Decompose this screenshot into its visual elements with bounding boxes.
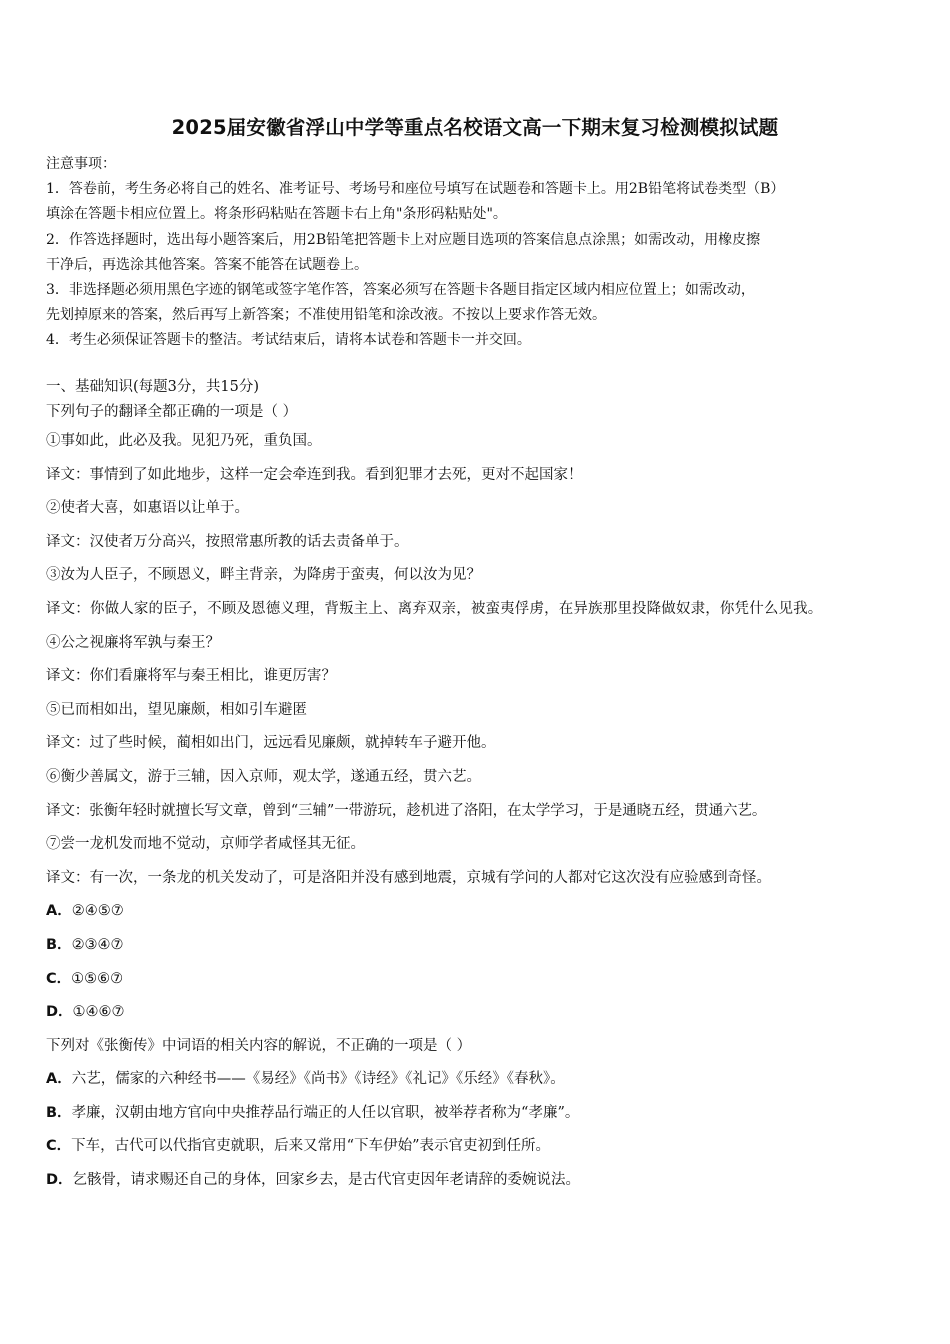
option-letter: D． <box>46 1172 73 1189</box>
option-text: 下车，古代可以代指官吏就职，后来又常用“下车伊始”表示官吏初到任所。 <box>71 1138 550 1155</box>
q2-option-d[interactable] <box>46 1164 906 1198</box>
sentence-1: ①事如此，此必及我。见犯乃死，重负国。 <box>46 433 322 449</box>
notice-line: 2．作答选择题时，选出每小题答案后，用2B铅笔把答题卡上对应题目选项的答案信息点涂黑；如需改动，用橡皮擦 <box>46 231 761 248</box>
question-1-stem: 下列句子的翻译全都正确的一项是（ ） <box>46 404 298 420</box>
notice-line: 干净后，再选涂其他答案。答案不能答在试题卷上。 <box>46 256 368 273</box>
q1-option-c[interactable] <box>46 963 906 997</box>
option-text: ②④⑤⑦ <box>71 903 124 920</box>
sentence-3: ③汝为人臣子，不顾恩义，畔主背亲，为降虏于蛮夷，何以汝为见？ <box>46 567 481 584</box>
q1-option-a[interactable] <box>46 895 906 929</box>
notice-line: 填涂在答题卡相应位置上。将条形码粘贴在答题卡右上角"条形码粘贴处"。 <box>46 206 507 223</box>
sentence-2: ②使者大喜，如惠语以让单于。 <box>46 500 249 517</box>
option-text: 乞骸骨，请求赐还自己的身体，回家乡去，是古代官吏因年老请辞的委婉说法。 <box>72 1172 581 1189</box>
option-text: 六艺，儒家的六种经书——《易经》《尚书》《诗经》《礼记》《乐经》《春秋》。 <box>71 1071 565 1088</box>
section-heading: 一、基础知识(每题3分，共15分) <box>46 379 259 395</box>
notice-line: 先划掉原来的答案，然后再写上新答案；不准使用铅笔和涂改液。不按以上要求作答无效。 <box>46 307 606 324</box>
option-text: ①⑤⑥⑦ <box>71 970 124 987</box>
translation-6: 译文：张衡年轻时就擅长写文章，曾到“三辅”一带游玩，趁机进了洛阳，在太学学习，于是通晓五经，贯通六艺。 <box>46 802 767 819</box>
notice-line: 1．答卷前，考生务必将自己的姓名、准考证号、考场号和座位号填写在试题卷和答题卡上。用2B铅笔将试卷类型（B） <box>46 181 785 198</box>
exam-title: 2025届安徽省浮山中学等重点名校语文高一下期末复习检测模拟试题 <box>171 116 779 139</box>
section-basic-knowledge <box>46 375 906 1198</box>
option-letter: C． <box>46 970 72 987</box>
sentence-6: ⑥衡少善属文，游于三辅，因入京师，观太学，遂通五经，贯六艺。 <box>46 768 481 785</box>
notice-heading: 注意事项： <box>46 156 116 172</box>
q2-option-c[interactable] <box>46 1130 906 1164</box>
option-letter: A． <box>46 1071 72 1088</box>
q2-option-b[interactable] <box>46 1097 906 1131</box>
option-letter: B． <box>46 936 72 953</box>
q1-option-b[interactable] <box>46 929 906 963</box>
sentence-4: ④公之视廉将军孰与秦王？ <box>46 634 220 651</box>
translation-2: 译文：汉使者万分高兴，按照常惠所教的话去责备单于。 <box>46 533 409 550</box>
translation-1: 译文：事情到了如此地步，这样一定会牵连到我。看到犯罪才去死，更对不起国家！ <box>46 466 583 483</box>
sentence-5: ⑤已而相如出，望见廉颇，相如引车避匿 <box>46 701 307 718</box>
option-text: 孝廉，汉朝由地方官向中央推荐品行端正的人任以官职，被举荐者称为“孝廉”。 <box>71 1104 580 1121</box>
option-letter: B． <box>46 1104 72 1121</box>
notice-block <box>46 152 906 354</box>
translation-7: 译文：有一次，一条龙的机关发动了，可是洛阳并没有感到地震，京城有学问的人都对它这次没有应验感到奇怪。 <box>46 869 771 886</box>
translation-4: 译文：你们看廉将军与秦王相比，谁更厉害？ <box>46 668 336 685</box>
q2-option-a[interactable] <box>46 1063 906 1097</box>
option-letter: A． <box>46 903 72 920</box>
question-2-stem: 下列对《张衡传》中词语的相关内容的解说，不正确的一项是（ ） <box>46 1037 472 1054</box>
translation-3: 译文：你做人家的臣子，不顾及恩德义理，背叛主上、离弃双亲，被蛮夷俘虏，在异族那里投降做奴隶，你凭什么见我。 <box>46 600 823 617</box>
option-text: ②③④⑦ <box>71 936 124 953</box>
notice-line: 3．非选择题必须用黑色字迹的钢笔或签字笔作答，答案必须写在答题卡各题目指定区域内相应位置上；如需改动， <box>46 282 755 299</box>
option-letter: C． <box>46 1138 72 1155</box>
q1-option-d[interactable] <box>46 996 906 1030</box>
option-letter: D． <box>46 1004 73 1021</box>
translation-5: 译文：过了些时候，蔺相如出门，远远看见廉颇，就掉转车子避开他。 <box>46 735 496 752</box>
option-text: ①④⑥⑦ <box>72 1004 125 1021</box>
sentence-7: ⑦尝一龙机发而地不觉动，京师学者咸怪其无征。 <box>46 836 365 853</box>
notice-line: 4．考生必须保证答题卡的整洁。考试结束后，请将本试卷和答题卡一并交回。 <box>46 332 531 349</box>
